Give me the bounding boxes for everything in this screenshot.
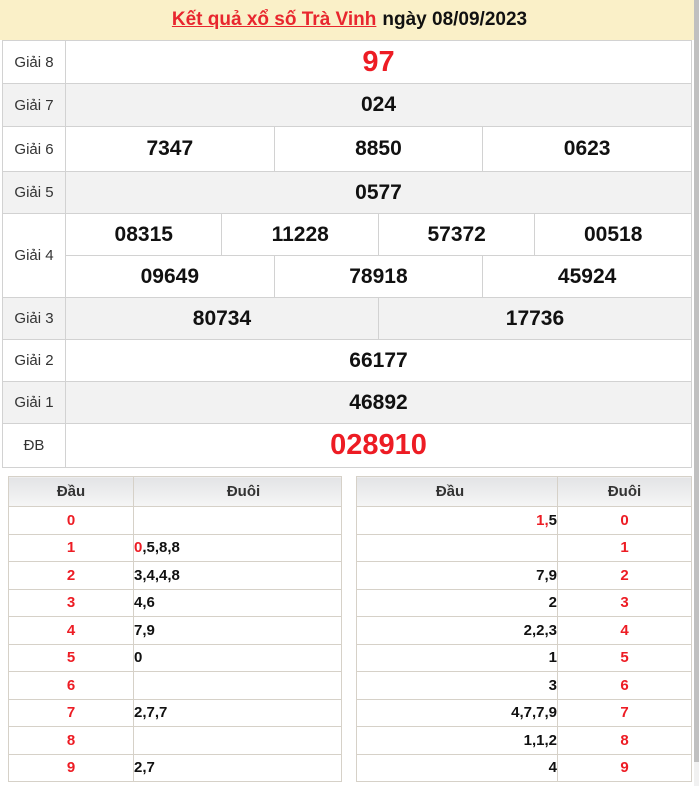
tail-values: 4,6 <box>134 589 342 617</box>
prize-value-g4-5: 09649 <box>66 256 275 298</box>
prize-row-g3 <box>3 298 692 340</box>
prize-value-g6-2: 8850 <box>274 127 483 172</box>
stat-row <box>9 534 342 562</box>
prize-label-g7: Giải 7 <box>3 84 66 127</box>
prize-table <box>2 40 692 468</box>
head-values <box>357 534 558 562</box>
prize-value-g4-7: 45924 <box>483 256 692 298</box>
tail-values <box>134 727 342 755</box>
head-digit: 1 <box>66 539 76 557</box>
head-digit: 4 <box>66 621 76 639</box>
prize-row-db <box>3 424 692 468</box>
prize-row-g5 <box>3 172 692 214</box>
tail-column-header: Đuôi <box>558 477 692 507</box>
head-values: 4 <box>357 754 558 782</box>
prize-value-db: 028910 <box>66 424 692 468</box>
head-digit: 3 <box>66 594 76 612</box>
stat-row <box>9 617 342 645</box>
tail-column-header: Đuôi <box>134 477 342 507</box>
prize-row-g4b <box>3 256 692 298</box>
prize-value-g4-1: 08315 <box>66 214 222 256</box>
tail-values: 2,7,7 <box>134 699 342 727</box>
stat-row <box>357 507 692 535</box>
stat-row <box>9 589 342 617</box>
stat-row <box>357 562 692 590</box>
tail-values <box>134 672 342 700</box>
prize-value-g8: 97 <box>66 41 692 84</box>
tail-digit: 5 <box>620 649 629 667</box>
tail-values: 0 <box>134 644 342 672</box>
head-tail-table-right <box>356 476 692 782</box>
prize-row-g1 <box>3 382 692 424</box>
stat-row <box>9 507 342 535</box>
head-digit: 0 <box>66 511 76 529</box>
stat-row <box>357 754 692 782</box>
tail-values <box>134 507 342 535</box>
scrollbar-thumb[interactable] <box>694 0 699 762</box>
tail-digit: 4 <box>620 621 629 639</box>
stat-row <box>357 617 692 645</box>
stat-row <box>357 589 692 617</box>
head-values: 7,9 <box>357 562 558 590</box>
prize-row-g2 <box>3 340 692 382</box>
tail-digit: 1 <box>620 539 629 557</box>
tail-digit: 9 <box>620 759 629 777</box>
tail-values: 3,4,4,8 <box>134 562 342 590</box>
stat-row <box>9 727 342 755</box>
head-digit: 2 <box>66 566 76 584</box>
prize-label-g3: Giải 3 <box>3 298 66 340</box>
prize-value-g3-1: 80734 <box>66 298 379 340</box>
tail-digit: 8 <box>620 731 629 749</box>
head-column-header: Đầu <box>9 477 134 507</box>
tail-values: 0,5,8,8 <box>134 534 342 562</box>
prize-label-g5: Giải 5 <box>3 172 66 214</box>
prize-row-g4a <box>3 214 692 256</box>
head-values: 1,1,2 <box>357 727 558 755</box>
stat-row <box>357 672 692 700</box>
tail-values: 2,7 <box>134 754 342 782</box>
stat-row <box>9 754 342 782</box>
title-date: ngày 08/09/2023 <box>382 9 528 30</box>
stat-row <box>9 644 342 672</box>
stat-row <box>9 672 342 700</box>
tail-digit: 0 <box>620 511 629 529</box>
stat-row <box>357 727 692 755</box>
head-column-header: Đầu <box>357 477 558 507</box>
head-digit: 5 <box>66 649 76 667</box>
head-values: 1 <box>357 644 558 672</box>
prize-row-g7 <box>3 84 692 127</box>
prize-label-g8: Giải 8 <box>3 41 66 84</box>
prize-label-db: ĐB <box>3 424 66 468</box>
stat-row <box>357 534 692 562</box>
head-digit: 9 <box>66 759 76 777</box>
prize-value-g1: 46892 <box>66 382 692 424</box>
tail-digit: 3 <box>620 594 629 612</box>
head-values: 1,5 <box>357 507 558 535</box>
prize-label-g2: Giải 2 <box>3 340 66 382</box>
head-values: 2 <box>357 589 558 617</box>
prize-value-g6-1: 7347 <box>66 127 275 172</box>
head-values: 2,2,3 <box>357 617 558 645</box>
head-digit: 8 <box>66 731 76 749</box>
head-tail-stats <box>8 476 690 782</box>
tail-digit: 2 <box>620 566 629 584</box>
prize-value-g2: 66177 <box>66 340 692 382</box>
stat-header-row <box>9 477 342 507</box>
head-values: 4,7,7,9 <box>357 699 558 727</box>
tail-values: 7,9 <box>134 617 342 645</box>
prize-label-g1: Giải 1 <box>3 382 66 424</box>
prize-row-g6 <box>3 127 692 172</box>
stat-row <box>357 699 692 727</box>
title-link[interactable]: Kết quả xổ số Trà Vinh <box>171 9 377 30</box>
vertical-scrollbar[interactable] <box>694 0 699 786</box>
head-tail-table-left <box>8 476 342 782</box>
prize-row-g8 <box>3 41 692 84</box>
head-digit: 7 <box>66 704 76 722</box>
prize-value-g7: 024 <box>66 84 692 127</box>
stat-header-row <box>357 477 692 507</box>
prize-value-g3-2: 17736 <box>378 298 691 340</box>
tail-digit: 6 <box>620 676 629 694</box>
prize-label-g6: Giải 6 <box>3 127 66 172</box>
prize-value-g6-3: 0623 <box>483 127 692 172</box>
prize-value-g4-4: 00518 <box>535 214 692 256</box>
prize-value-g4-2: 11228 <box>222 214 378 256</box>
prize-value-g4-3: 57372 <box>378 214 534 256</box>
stat-row <box>357 644 692 672</box>
head-values: 3 <box>357 672 558 700</box>
page-title <box>0 0 699 40</box>
stat-row <box>9 699 342 727</box>
prize-value-g4-6: 78918 <box>274 256 483 298</box>
stat-row <box>9 562 342 590</box>
tail-digit: 7 <box>620 704 629 722</box>
prize-value-g5: 0577 <box>66 172 692 214</box>
head-digit: 6 <box>66 676 76 694</box>
prize-label-g4: Giải 4 <box>3 214 66 298</box>
